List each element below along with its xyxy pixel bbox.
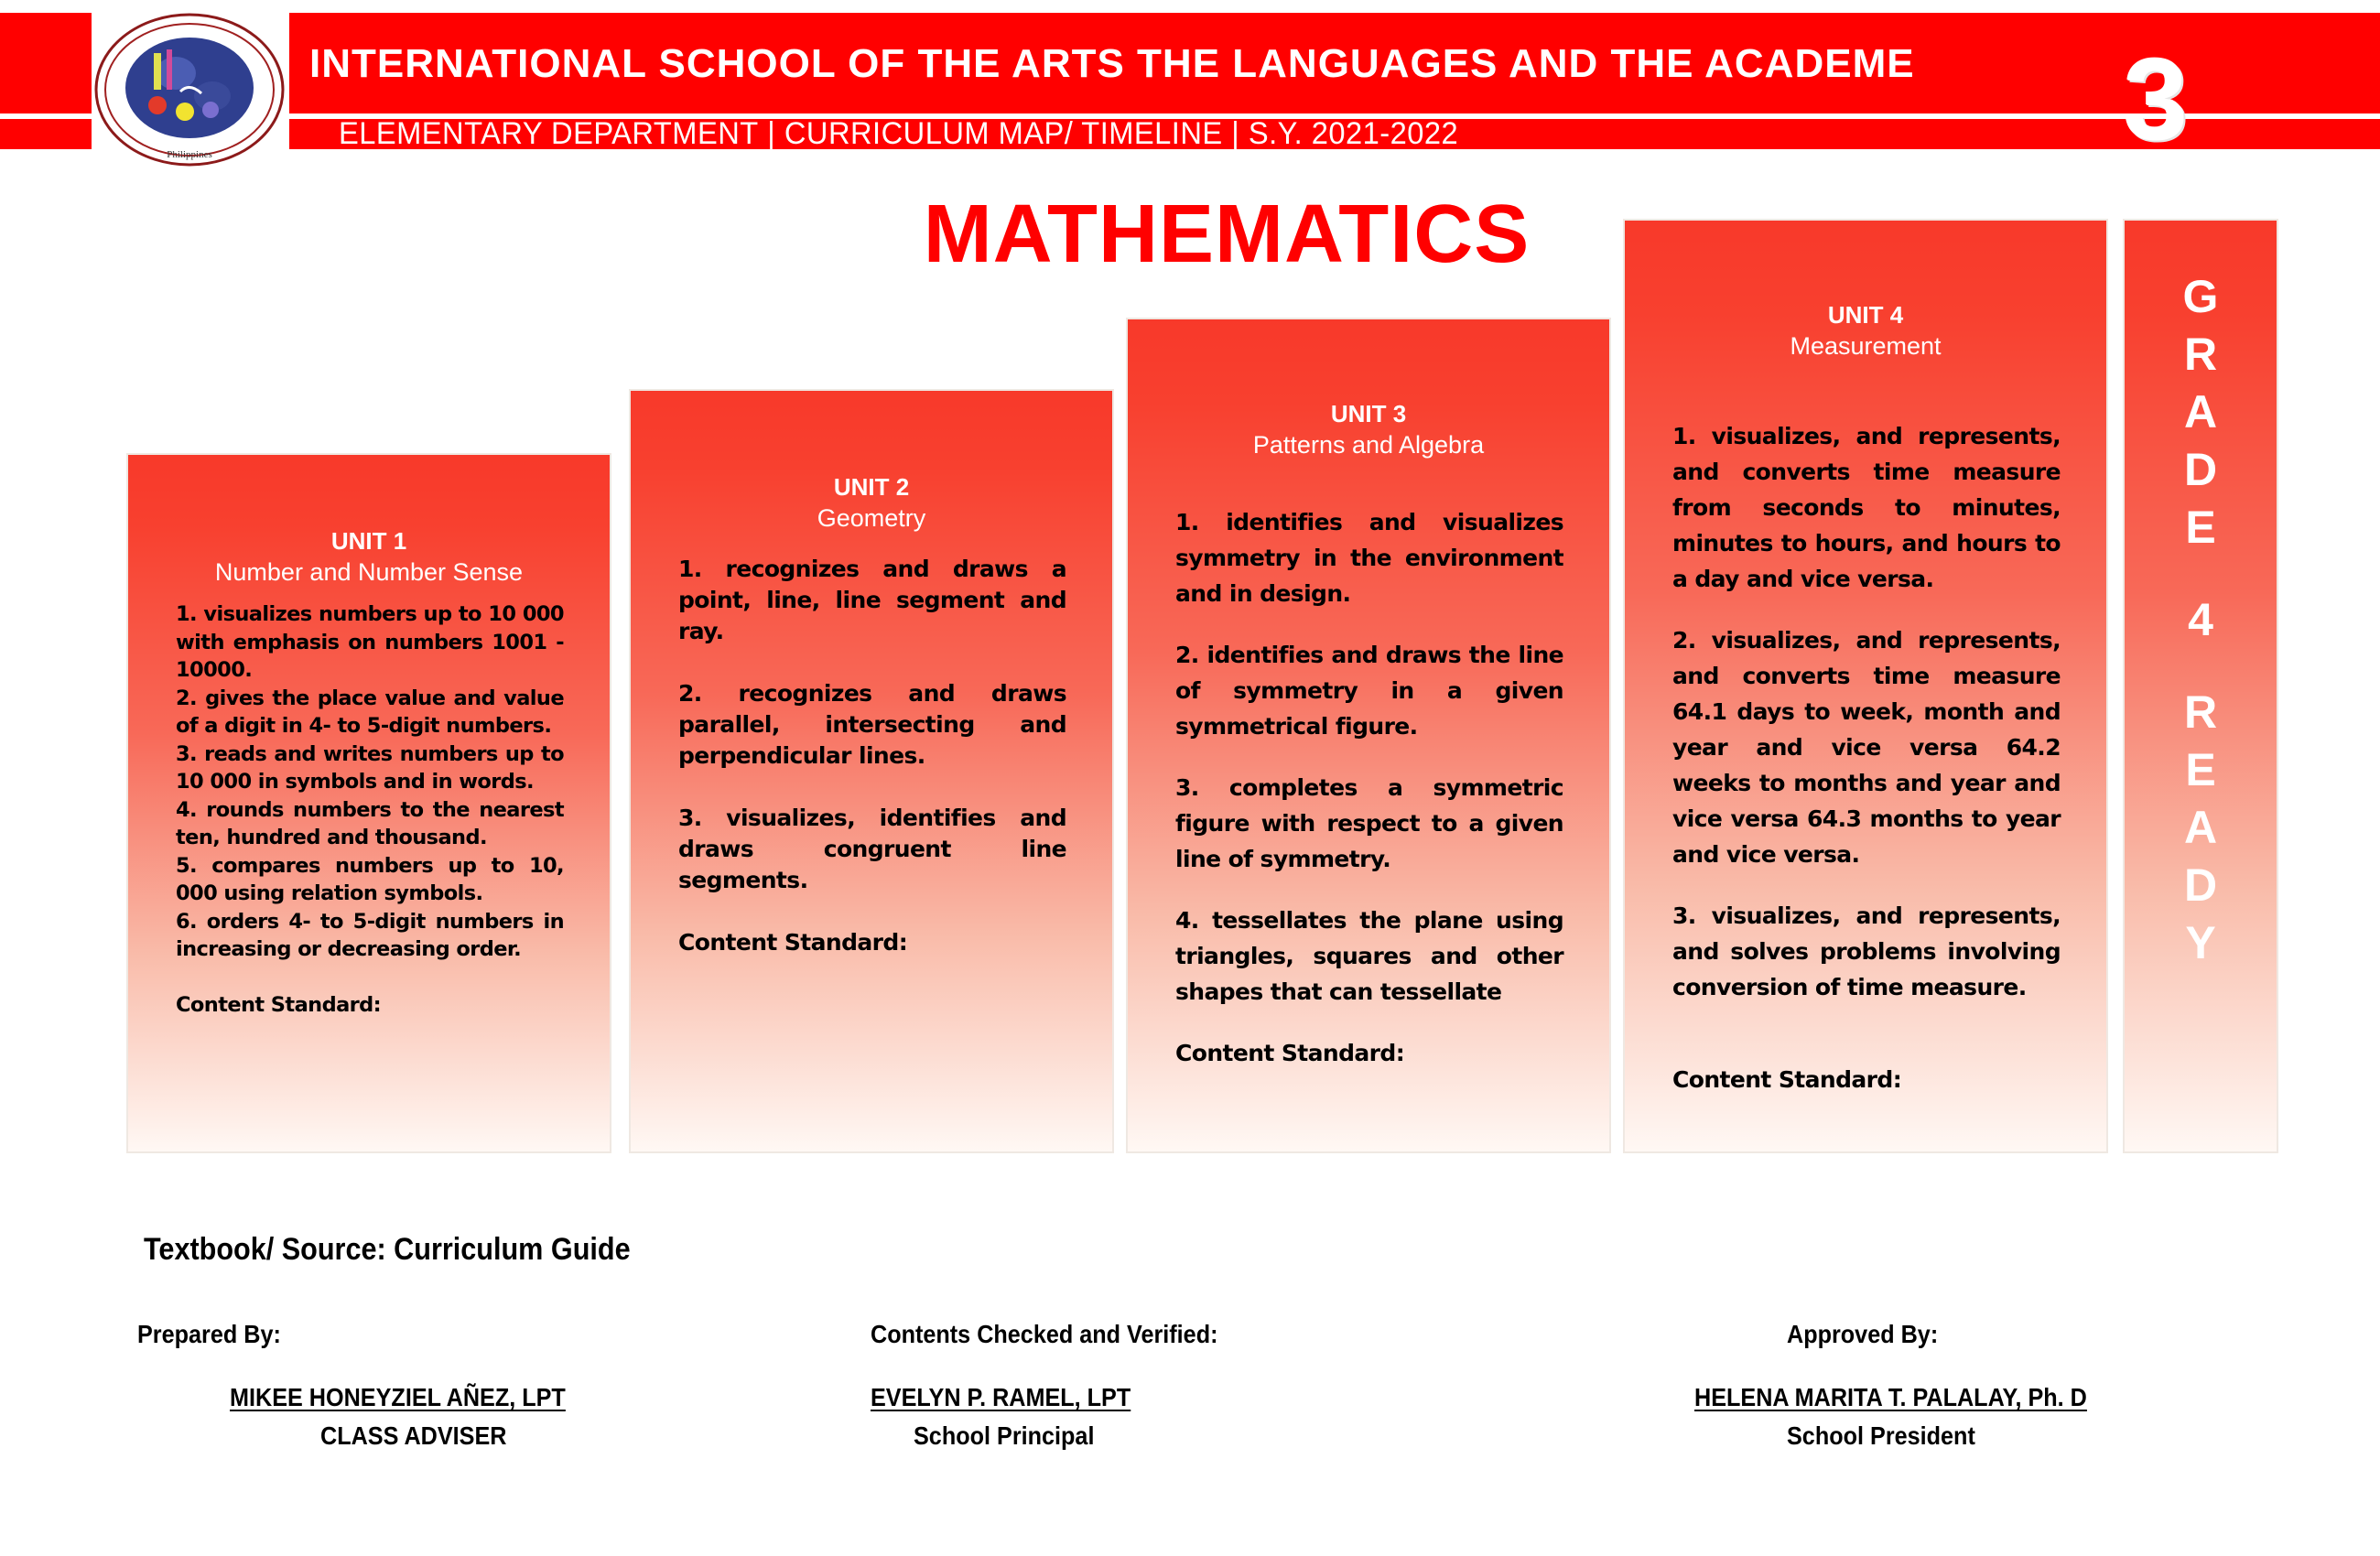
header-band-left-top	[0, 13, 92, 113]
banner-letter: R	[2183, 329, 2218, 380]
school-name: INTERNATIONAL SCHOOL OF THE ARTS THE LANGUAGES AND THE ACADEME	[309, 41, 1915, 86]
document-type-label: CURRICULUM MAP/ TIMELINE	[784, 116, 1223, 151]
grade-ready-banner	[2123, 219, 2278, 1153]
banner-letter: D	[2183, 444, 2218, 495]
prepared-by-label: Prepared By:	[137, 1320, 281, 1348]
header-band-left-bottom	[0, 119, 92, 149]
banner-spacer	[2125, 649, 2277, 684]
unit-number: UNIT 3	[1330, 400, 1407, 427]
objective-item: 3. reads and writes numbers up to 10 000 in symbols and in words.	[176, 741, 564, 794]
banner-letter: A	[2183, 386, 2218, 438]
subject-title: MATHEMATICS	[923, 189, 1531, 280]
approved-by-role: School President	[1787, 1421, 1975, 1450]
unit-heading	[1128, 398, 1609, 460]
banner-letter: G	[2182, 271, 2219, 322]
objective-item: 3. visualizes, and represents, and solves problems involving conversion of time measure.	[1672, 902, 2061, 1000]
unit-heading	[128, 525, 610, 588]
textbook-source: Textbook/ Source: Curriculum Guide	[144, 1232, 631, 1267]
objective-item: 2. gives the place value and value of a digit in 4- to 5-digit numbers.	[176, 686, 564, 738]
unit-objectives	[176, 600, 564, 1019]
banner-letter: E	[2185, 502, 2216, 553]
objective-item: 1. identifies and visualizes symmetry in the environment and in design.	[1175, 509, 1563, 607]
school-seal-icon	[93, 9, 286, 167]
unit-topic: Patterns and Algebra	[1252, 431, 1485, 459]
prepared-by-name: MIKEE HONEYZIEL AÑEZ, LPT	[230, 1383, 566, 1411]
approved-by-label: Approved By:	[1787, 1320, 1939, 1348]
banner-letter: E	[2185, 744, 2216, 795]
separator: |	[1231, 116, 1240, 151]
approved-by-name: HELENA MARITA T. PALALAY, Ph. D	[1694, 1383, 2087, 1411]
school-logo	[93, 9, 286, 167]
objective-item: 3. completes a symmetric figure with respect to a given line of symmetry.	[1175, 774, 1563, 872]
banner-letter: D	[2183, 859, 2218, 911]
unit-topic: Measurement	[1790, 332, 1942, 360]
checked-by-label: Contents Checked and Verified:	[871, 1320, 1218, 1348]
banner-letter: R	[2183, 686, 2218, 738]
department-label: ELEMENTARY DEPARTMENT	[339, 116, 759, 151]
objective-item: 4. rounds numbers to the nearest ten, hundred and thousand.	[176, 797, 564, 849]
banner-letter: A	[2183, 802, 2218, 853]
unit-number: UNIT 4	[1827, 301, 1904, 329]
unit-heading	[1625, 299, 2106, 362]
checked-by-name: EVELYN P. RAMEL, LPT	[871, 1383, 1131, 1411]
banner-spacer	[2125, 556, 2277, 591]
unit-objectives	[1175, 504, 1563, 1071]
content-standard-label: Content Standard:	[1672, 1066, 1902, 1093]
objective-item: 6. orders 4- to 5-digit numbers in increasing or decreasing order.	[176, 909, 564, 961]
objective-item: 4. tessellates the plane using triangles, squares and other shapes that can tessellate	[1175, 907, 1563, 1005]
checked-by-role: School Principal	[914, 1421, 1095, 1450]
content-standard-label: Content Standard:	[176, 992, 382, 1017]
unit-topic: Number and Number Sense	[214, 558, 524, 586]
unit-objectives	[678, 554, 1066, 958]
separator: |	[767, 116, 776, 151]
unit-card-1	[126, 453, 611, 1153]
objective-item: 2. identifies and draws the line of symmetry in a given symmetrical figure.	[1175, 642, 1563, 740]
prepared-by-role: CLASS ADVISER	[320, 1421, 507, 1450]
objective-item: 1. recognizes and draws a point, line, line segment and ray.	[678, 556, 1066, 644]
banner-letter: Y	[2185, 917, 2216, 968]
unit-number: UNIT 1	[330, 527, 407, 555]
grade-ready-text	[2125, 268, 2277, 972]
banner-letter: 4	[2188, 594, 2213, 645]
objective-item: 1. visualizes numbers up to 10 000 with emphasis on numbers 1001 - 10000.	[176, 602, 564, 682]
school-year-label: S.Y. 2021-2022	[1248, 116, 1459, 151]
objective-item: 2. visualizes, and represents, and converts time measure 64.1 days to week, month and year and vice versa 64.2 weeks to months and year and vice versa 64.3 months to year and vice versa.	[1672, 627, 2061, 868]
header-subtitle	[339, 117, 1458, 150]
unit-number: UNIT 2	[833, 473, 910, 501]
content-standard-label: Content Standard:	[678, 929, 908, 956]
objective-item: 2. recognizes and draws parallel, intersecting and perpendicular lines.	[678, 680, 1066, 769]
unit-card-3	[1126, 318, 1611, 1153]
content-standard-label: Content Standard:	[1175, 1040, 1405, 1066]
svg-text:Philippines: Philippines	[167, 149, 212, 160]
grade-level-badge: 3	[2123, 35, 2189, 164]
unit-card-2	[629, 389, 1114, 1153]
unit-topic: Geometry	[817, 504, 926, 532]
objective-item: 3. visualizes, identifies and draws congruent line segments.	[678, 805, 1066, 893]
unit-card-4	[1623, 219, 2108, 1153]
objective-item: 5. compares numbers up to 10, 000 using relation symbols.	[176, 853, 564, 905]
unit-heading	[631, 471, 1112, 534]
unit-objectives	[1672, 418, 2061, 1097]
objective-item: 1. visualizes, and represents, and converts time measure from seconds to minutes, minutes to hours, and hours to a day and vice versa.	[1672, 423, 2061, 592]
